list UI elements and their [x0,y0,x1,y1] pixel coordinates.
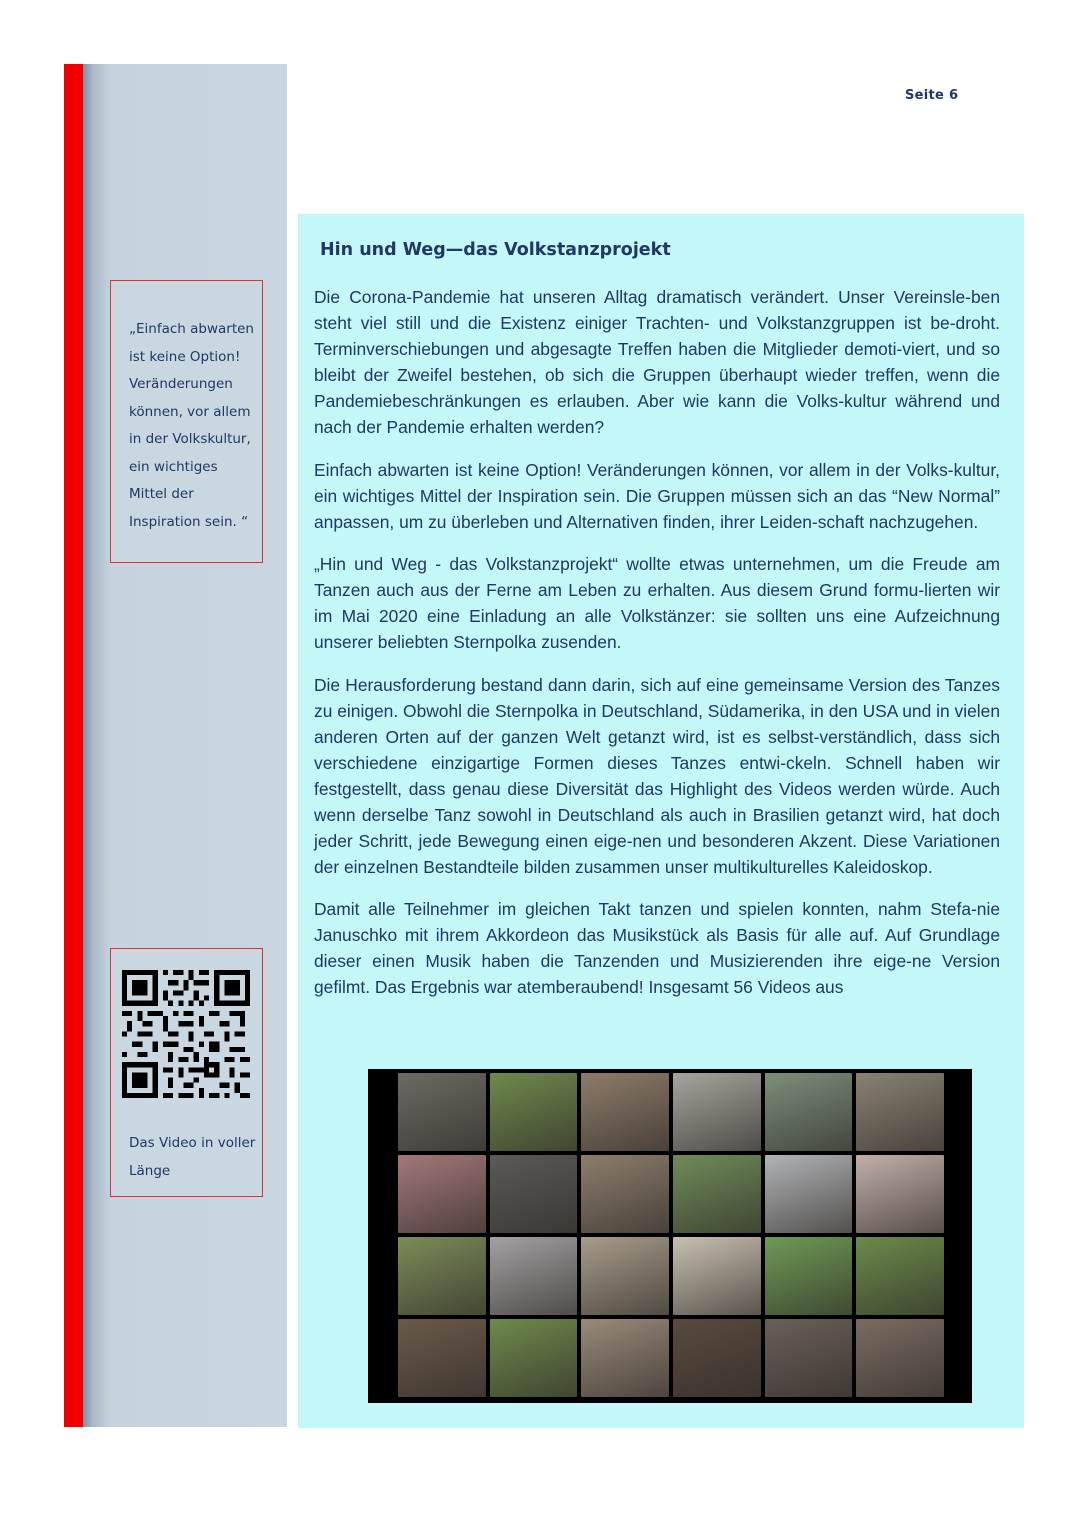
article-paragraph: „Hin und Weg - das Volkstanzprojekt“ wollte etwas unternehmen, um die Freude am Tanzen auch aus der Ferne am Leben zu erhalten. Aus diesem Grund formu-lierten wir im Mai 2020 eine Einladung an alle Volkstänzer: sie sollten uns eine Aufzeichnung unserer beliebten Sternpolka zusenden. [314,554,1000,652]
video-thumbnail [490,1319,578,1397]
video-thumbnail [581,1237,669,1315]
qr-code-icon[interactable] [122,970,250,1098]
video-thumbnail [398,1237,486,1315]
video-thumbnail [398,1073,486,1151]
article-body [314,284,1000,1017]
video-thumbnail [581,1319,669,1397]
video-thumbnail [398,1155,486,1233]
quote-line: ist keine Option! [129,348,241,365]
video-thumbnail [765,1237,853,1315]
video-thumbnail [856,1237,944,1315]
red-accent-bar [64,64,83,1427]
article-paragraph: Die Herausforderung bestand dann darin, sich auf eine gemeinsame Version des Tanzes zu einigen. Obwohl die Sternpolka in Deutschland, Südamerika, in den USA und in vielen anderen Orten auf der ganzen Welt getanzt wird, ist es selbst-verständlich, dass sich verschiedene einzigartige Formen dieses Tanzes entwi-ckeln. Schnell haben wir festgestellt, dass genau diese Diversität das Highlight des Videos werden würde. Auch wenn derselbe Tanz sowohl in Deutschland als auch in Brasilien getanzt wird, hat doch jeder Schritt, jede Bewegung einen eige-nen und besonderen Akzent. Diese Variationen der einzelnen Bestandteile bilden zusammen unser multikulturelles Kaleidoskop. [314,674,1000,877]
qr-caption [129,1130,261,1185]
quote-line: in der Volkskultur, [129,431,251,447]
pull-quote-text [129,316,258,536]
pull-quote-box [110,280,263,563]
quote-line: „Einfach abwarten [129,321,254,337]
quote-line: Inspiration sein. “ [129,513,249,530]
article-paragraph: Die Corona-Pandemie hat unseren Alltag dramatisch verändert. Unser Vereinsle-ben steht viel still und die Existenz einiger Trachten- und Volkstanzgruppen ist be-droht. Terminverschiebungen und abgesagte Treffen haben die Mitglieder demoti-viert, und so bleibt der Zweifel bestehen, ob sich die Gruppen überhaupt wieder treffen, wenn die Pandemiebeschränkungen es erlauben. Aber wie kann die Volks-kultur während und nach der Pandemie erhalten werden? [314,287,1000,437]
video-collage-image [368,1069,972,1403]
video-thumbnail [856,1319,944,1397]
sidebar-panel [83,64,287,1427]
video-thumbnail [765,1155,853,1233]
video-thumbnail [581,1073,669,1151]
quote-line: können, vor allem [129,403,251,420]
article-paragraph: Damit alle Teilnehmer im gleichen Takt tanzen und spielen konnten, nahm Stefa-nie Januschko mit ihrem Akkordeon das Musikstück als Basis für alle auf. Auf Grundlage dieser einen Musik haben die Tanzenden und Musizierenden ihre eige-ne Version gefilmt. Das Ergebnis war atemberaubend! Insgesamt 56 Videos aus [314,899,1000,997]
page-number: Seite 6 [905,88,959,103]
qr-code-box [110,948,263,1197]
article-paragraph: Einfach abwarten ist keine Option! Veränderungen können, vor allem in der Volks-kultur, ein wichtiges Mittel der Inspiration sein. Die Gruppen müssen sich an das “New Normal” anpassen, um zu überleben und Alternativen finden, ihrer Leiden-schaft nachzugehen. [314,459,1000,532]
video-thumbnail [490,1073,578,1151]
video-thumbnail [490,1237,578,1315]
article-title: Hin und Weg—das Volkstanzprojekt [320,240,671,260]
quote-line: ein wichtiges [129,458,218,475]
video-thumbnail [765,1319,853,1397]
qr-caption-line: Das Video in voller [129,1135,256,1151]
video-thumbnail [673,1073,761,1151]
video-thumbnail [673,1319,761,1397]
quote-line: Mittel der [129,486,194,502]
video-thumbnail [581,1155,669,1233]
video-thumbnail [490,1155,578,1233]
article-panel [298,214,1024,1428]
video-thumbnail [673,1155,761,1233]
video-thumbnail [765,1073,853,1151]
video-thumbnail [856,1073,944,1151]
video-thumbnail [673,1237,761,1315]
qr-caption-line: Länge [129,1162,171,1179]
quote-line: Veränderungen [129,376,233,392]
video-thumbnail [856,1155,944,1233]
video-thumbnail [398,1319,486,1397]
